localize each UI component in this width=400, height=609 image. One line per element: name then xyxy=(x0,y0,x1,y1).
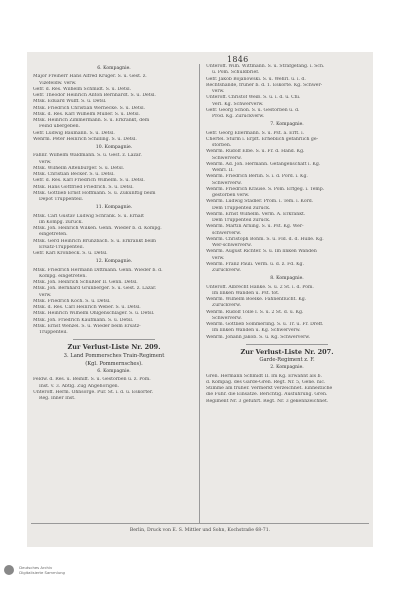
casualty-entry: Gefr. Ludwig Baumann. S. u. Detsl. xyxy=(33,130,115,136)
column-divider xyxy=(199,64,200,524)
footer-rule xyxy=(31,523,369,524)
casualty-entry: Mtsk. Joh. Heinrich Wilken. Genn. Wieder b. d. Kompg. xyxy=(33,226,162,231)
casualty-entry: im Kompg. zurück. xyxy=(39,219,83,225)
casualty-entry: Unteroff. Christof Weiß. S. u. i. d. u. Chi. xyxy=(206,95,301,101)
casualty-entry: Gefr. d. Res. Wilhelm Schmidt. S. u. Detsl. xyxy=(33,86,132,92)
casualty-entry: Reg. Inner Inst. xyxy=(39,396,76,401)
casualty-entry: Wehrm. Ad. Joh. Hermann. Gefangenschaft i. Kg. xyxy=(206,161,321,167)
casualty-entry: Zurückverw. xyxy=(212,303,242,309)
casualty-entry: Schwerverw. xyxy=(212,315,242,321)
casualty-entry: Mtsk. Friedrich Hermann Dittmann. Genn. Wieder b. d. xyxy=(33,267,163,273)
casualty-entry: Chertel. Sturm i. Erpft. Erheblich gefährlich ge- xyxy=(206,136,319,142)
creative-commons-icon xyxy=(4,565,14,575)
company-heading: 6. Kompagnie. xyxy=(97,66,131,71)
casualty-entry: Mtsk. Eduard Wulff. S. u. Detsl. xyxy=(33,99,107,105)
casualty-entry: Wehrm. Gottlieb Sommerling. S. u. Tr. u. Fr. Dreff. xyxy=(206,322,324,327)
section-rule xyxy=(246,344,328,345)
casualty-entry: Vizefeldw. verw. xyxy=(39,80,77,86)
casualty-entry: Mtsk. Friedrich Christian Wernecke. S. u. Detsl. xyxy=(33,105,145,111)
casualty-entry: Schwerverw. xyxy=(212,155,242,161)
casualty-entry: Mtsk. Heinrich Wilhelm Ohlgenschläger. S. u. Detsl. xyxy=(33,311,155,317)
casualty-entry: Im linken Wanden u. Pst. tot. xyxy=(212,290,280,296)
left-column xyxy=(33,64,195,402)
casualty-entry: Wer-schwerverw. xyxy=(212,243,252,248)
casualty-entry: Truppenteil. xyxy=(39,330,68,335)
casualty-entry: Schwerverw. xyxy=(212,180,242,186)
casualty-entry: eingetreten. xyxy=(39,232,68,238)
casualty-entry: Regiment Nr. 3 geführt. Regt. Nr. 3 gekennzeichnet. xyxy=(206,398,329,404)
casualty-entry: Wehrm. Franz Pauli. Verm. u. d. z. Fd. Kg. xyxy=(206,261,304,267)
casualty-entry: Gren. Hermann Schmidt II. Im Kg. Erwähnt als b. xyxy=(206,373,322,379)
casualty-entry: Wehrm. Peter Heinrich Schilling. S. u. Detsl. xyxy=(33,136,137,142)
casualty-entry: schwerverw. xyxy=(212,230,242,236)
casualty-entry: Mtsk. Wilhelm Altenburger. S. u. Detsl. xyxy=(33,165,125,171)
casualty-entry: u. Pom. Schuldbrief. xyxy=(212,70,260,76)
casualty-entry: Wehrm. Ernst Wilhelm. Verm. Ä. Erkrankt. xyxy=(206,211,306,217)
document-page xyxy=(27,52,373,547)
casualty-entry: Wehrm. Johann Jakob. S. u. Kg. Schwerverw. xyxy=(206,334,311,340)
casualty-entry: Gefr. d. Res. Karl Friedrich Wilhelm. S. u. Detsl. xyxy=(33,178,145,184)
casualty-entry: verw. xyxy=(212,89,225,94)
casualty-entry: Feldw. d. Res. u. Beihiff. S. u. Gestorben u. z. Pom. xyxy=(33,377,151,383)
casualty-entry: Wehrm. Friedrich Krause. S. Pom. Erfgeg. i. Temp. xyxy=(206,186,325,192)
casualty-entry: Wehrm. Ludwig Stadler. Prom. i. Tem. i. Kord. xyxy=(206,199,314,205)
stamp-line-1: Deutsches Archiv xyxy=(19,565,53,570)
casualty-entry: Mtsk. Joh. Friedrich Kaufmann. S. u. Detsl. xyxy=(33,317,134,323)
casualty-entry: Kompg. eingetreten. xyxy=(39,273,87,279)
company-heading: 10. Kompagnie. xyxy=(95,145,133,150)
casualty-entry: Wehrm. Rudolf Elbe. S. u. Fr. d. Hand. Kg. xyxy=(206,149,305,155)
company-heading: 6. Kompagnie. xyxy=(97,369,131,374)
stamp-line-2: Digitalisierte Sammlung xyxy=(19,570,65,575)
casualty-entry: Gefr. Theodor Heinrich Anton Bernhardt. S. u. Detsl. xyxy=(33,93,156,98)
casualty-entry: Unteroff. Albrecht Hanke. S. u. 2 St. i. d. Pom. xyxy=(206,284,314,290)
section-rule xyxy=(73,339,155,340)
page-number: 1846 xyxy=(227,55,249,64)
casualty-entry: Gefr. Georg Ellermann. S. u. Pst. a. Erft. i. xyxy=(206,130,305,136)
casualty-entry: gestorben verw. xyxy=(212,193,250,198)
casualty-entry: Wehrm. Friedrich Berlin. S. i. d. Pord. i. Kg. xyxy=(206,174,308,180)
casualty-entry: Mtsk. Gerd Heinrich Brunzbach. S. u. Erkrankt beim xyxy=(33,238,157,244)
casualty-entry: verw. xyxy=(212,255,225,261)
casualty-entry: Prod. Kg. Zurückverw. xyxy=(212,114,265,119)
printer-footer: Berlin, Druck von E. S. Mittler und Sohn, Kochstraße 68-71. xyxy=(129,528,271,533)
casualty-entry: Im linken Wanden u. Kg. Schwerverw. xyxy=(212,328,301,334)
company-heading: 8. Kompagnie. xyxy=(270,276,304,282)
casualty-entry: Wehrm. August Richter. S. u. Im linken Wanden xyxy=(206,249,317,255)
company-heading: 2. Kompagnie. xyxy=(270,365,304,371)
casualty-entry: Mtsk. Friedrich Koch. S. u. Detsl. xyxy=(33,298,111,304)
casualty-entry: Wehrm. Martin Arning. S. u. Pst. Kg. Wer- xyxy=(206,224,304,230)
casualty-entry: Wehrl. II. xyxy=(212,168,234,173)
casualty-entry: verw. xyxy=(39,292,52,298)
casualty-entry: Stimme am früher. Vermerkt verzeichnet. Einheitliche xyxy=(206,386,333,391)
casualty-entry: Dem Truppenteil zurück. xyxy=(212,205,271,211)
casualty-entry: Mtsk. Joh. Bernhard Grünberger. S. u. Gest. z. Lazar. xyxy=(33,286,157,292)
casualty-entry: Dem Truppenteil zurück. xyxy=(212,218,271,223)
casualty-entry: Mtsk. Ernst Wenzel. S. u. Wieder beim Ersatz- xyxy=(33,323,141,329)
casualty-entry: storben. xyxy=(212,143,232,148)
casualty-entry: Mtsk. d. Res. Karl Wilhelm Müller. S. u. Detsl. xyxy=(33,111,141,117)
casualty-entry: Wehrm. Rudolf Tölle I. S. u. 2 St. d. u. Kg. xyxy=(206,309,304,315)
casualty-entry: die Führ. die Einsätze. Berichtig. Ausführung. Gren. xyxy=(206,392,328,398)
casualty-entry: Rechtshände, früher b. d. 1. Eskorte. Kg. Schwer- xyxy=(206,82,323,88)
casualty-entry: Gefr. Jakob Bojanowski. S. u. Wehrl. u. i. d. xyxy=(206,76,306,82)
right-column xyxy=(206,64,368,405)
casualty-entry: Wehrm. Wilhelm Boelke. Fahnenflucht. Kg. xyxy=(206,297,307,302)
casualty-entry: Major Freiherr Hans Alfred Krüger. S. u. Gest. z. xyxy=(33,74,147,80)
unit-heading: (Kgl. Pommernsches). xyxy=(85,360,143,367)
company-heading: 7. Kompagnie. xyxy=(270,122,304,128)
casualty-entry: Fähnr. Wilhelm Waldmann. S. u. Gest. z. Lazar. xyxy=(33,153,142,159)
casualty-entry: Gefr. Karl Kronbeck. S. u. Detsl. xyxy=(33,251,108,256)
unit-heading: Garde-Regiment z. F. xyxy=(259,357,315,363)
casualty-entry: Inst. v. 3. Abtlg. Zug Angehörigen. xyxy=(39,383,120,389)
unit-heading: 3. Land Pommersches Train-Regiment xyxy=(63,352,165,359)
casualty-entry: Ersatz-Truppenteil. xyxy=(39,244,85,250)
casualty-entry: Mtsk. Heinrich Zimmermann. S. u. Erkrankt, dem xyxy=(33,118,150,123)
casualty-entry: d. Kompag. des Garde-Gren. Regt. Nr. 5, Gene. nic. xyxy=(206,379,326,385)
casualty-entry: Feind übergeben. xyxy=(39,124,81,130)
casualty-entry: Unteroff. Herm. Ohnsorge. Pur. St. i. d. u. Eskorter. xyxy=(33,389,154,395)
casualty-entry: Mtsk. Hans Gottfried Friedrich. S. u. Detsl. xyxy=(33,184,134,190)
company-heading: 11. Kompagnie. xyxy=(95,205,133,211)
casualty-entry: Verl. Kg. Schwerverw. xyxy=(212,101,264,107)
casualty-entry: verw. xyxy=(39,159,52,165)
casualty-entry: Depot Truppenteil. xyxy=(39,197,84,202)
casualty-entry: Mtsk. Christian Becker. S. u. Detsl. xyxy=(33,172,115,177)
casualty-entry: Mtsk. Gottlieb Ernst Hoffmann. S. u. Zukünftig beim xyxy=(33,190,156,196)
list-heading: Zur Verlust-Liste Nr. 207. xyxy=(240,347,334,356)
casualty-entry: Gefr. Georg Schön. S. u. Gestorben u. d. xyxy=(206,107,300,113)
casualty-entry: Mtsk. Carl Gustav Ludwig Schrank. S. u. Erhält xyxy=(33,213,144,219)
casualty-entry: Mtsk. Joh. Heinrich Schüßler II. Genn. Detsl. xyxy=(33,280,138,285)
list-heading: Zur Verlust-Liste Nr. 209. xyxy=(67,343,161,352)
casualty-entry: Mtsk. d. Res. Carl Heinrich Weber. S. u. Detsl. xyxy=(33,305,141,310)
company-heading: 12. Kompagnie. xyxy=(95,259,133,265)
license-stamp xyxy=(4,565,65,575)
casualty-entry: Wehrm. Christoph Böhm. S. u. Fld. d. d. Hülle. Kg. xyxy=(206,236,324,242)
casualty-entry: Unteroff. Wilh. Wittmann. S. u. Strafgefang. i. Sch. xyxy=(206,64,325,69)
casualty-entry: Zurückverw. xyxy=(212,268,242,273)
